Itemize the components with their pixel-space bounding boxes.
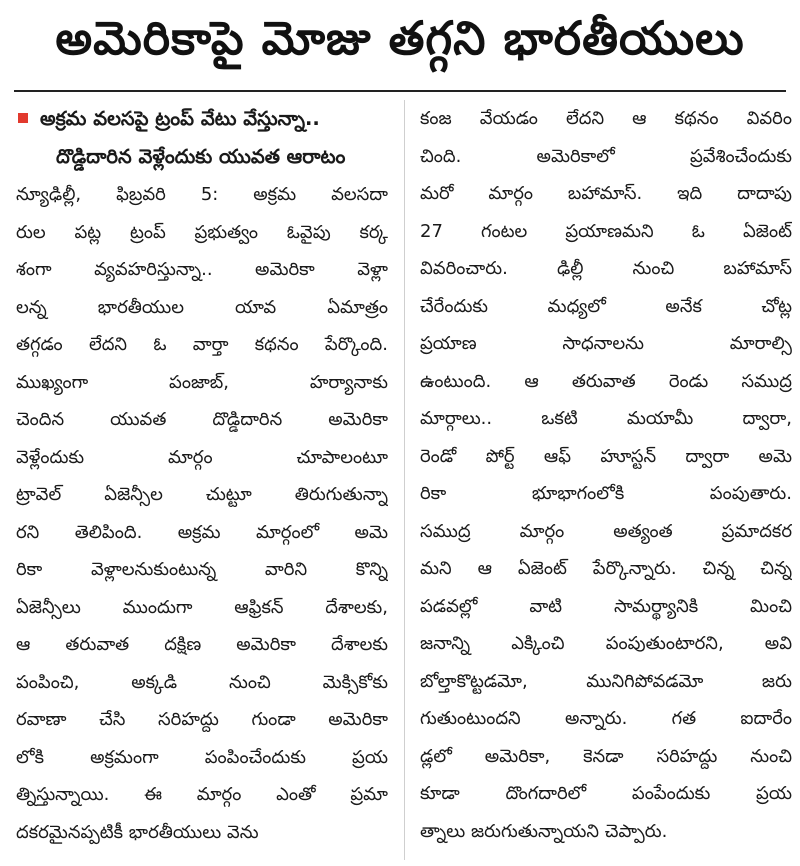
left-column-body [16, 176, 388, 851]
article-text-line: రవాణా చేసి సరిహద్దు గుండా అమెరికా [16, 709, 388, 730]
right-column-body [420, 100, 792, 850]
article-text-line: జనాన్ని ఎక్కించి పంపుతుంటారని, అవి [420, 633, 792, 654]
headline-divider [14, 90, 786, 92]
article-text-line: రికా భూభాగంలోకి పంపుతారు. [420, 483, 792, 504]
article-column-right [420, 100, 792, 860]
article-text-line: వెళ్లేందుకు మార్గం చూపాలంటూ [16, 446, 388, 468]
article-text-line: గుతుంటుందని అన్నారు. గత ఐదారేం [420, 708, 792, 729]
article-text-line: రని తెలిపింది. అక్రమ మార్గంలో అమె [16, 521, 388, 543]
article-text-line: డ్లలో అమెరికా, కెనడా సరిహద్దు నుంచి [420, 745, 792, 767]
article-text-line: పడవల్లో వాటి సామర్థ్యానికి మించి [420, 595, 792, 617]
article-text-line: వివరించారు. ఢిల్లీ నుంచి బహామాస్ [420, 258, 792, 279]
article-text-line: కూడా దొంగదారిలో పంపేందుకు ప్రయ [420, 783, 792, 804]
article-text-line: న్యూఢిల్లీ, ఫిబ్రవరి 5: అక్రమ వలసదా [16, 184, 388, 205]
article-text-line: చింది. అమెరికాలో ప్రవేశించేందుకు [420, 145, 792, 167]
red-bullet-icon [18, 113, 28, 123]
article-text-line: సముద్ర మార్గం అత్యంత ప్రమాదకర [420, 520, 792, 542]
article-text-line: దకరమైనప్పటికీ భారతీయులు వెను [16, 821, 259, 843]
article-text-line: చేరేందుకు మధ్యలో అనేక చోట్ల [420, 295, 792, 317]
article-text-line: ప్రయాణ సాధనాలను మారాల్సి [420, 333, 792, 354]
subheading-1-text: అక్రమ వలసపై ట్రంప్ వేటు వేస్తున్నా.. [40, 107, 320, 130]
article-text-line: శంగా వ్యవహరిస్తున్నా.. అమెరికా వెళ్లా [16, 259, 388, 280]
article-text-line: రికా వెళ్లాలనుకుంటున్న వారిని కొన్ని [16, 559, 388, 580]
article-text-line: రుల పట్ల ట్రంప్ ప్రభుత్వం ఓవైపు కర్క [16, 221, 388, 243]
column-divider [404, 100, 405, 860]
article-text-line: ముఖ్యంగా పంజాబ్, హర్యానాకు [16, 371, 388, 393]
article-text-line: 27 గంటల ప్రయాణమని ఓ ఏజెంట్ [420, 220, 792, 242]
article-text-line: మార్గాలు.. ఒకటి మయామీ ద్వారా, [420, 408, 792, 429]
subheading-1 [16, 100, 388, 138]
article-text-line: త్నాలు జరుగుతున్నాయని చెప్పారు. [420, 820, 668, 842]
article-text-line: రెండో పోర్ట్ ఆఫ్ హూస్టన్ ద్వారా అమె [420, 445, 792, 467]
article-text-line: లన్న భారతీయుల యావ ఏమాత్రం [16, 296, 388, 318]
article-headline: అమెరికాపై మోజు తగ్గని భారతీయులు [55, 11, 745, 65]
article-text-line: త్నిస్తున్నాయి. ఈ మార్గం ఎంతో ప్రమా [16, 784, 388, 805]
subheading-2: దొడ్డిదారిన వెళ్లేందుకు యువత ఆరాటం [56, 145, 346, 168]
article-text-line: పంపించి, అక్కడి నుంచి మెక్సికోకు [16, 671, 388, 693]
article-text-line: కంజ వేయడం లేదని ఆ కథనం వివరిం [420, 108, 792, 129]
article-text-line: ఆ తరువాత దక్షిణ అమెరికా దేశాలకు [16, 634, 388, 655]
article-text-line: ఉంటుంది. ఆ తరువాత రెండు సముద్ర [420, 370, 792, 392]
article-column-left [16, 100, 388, 860]
article-text-line: బోల్తాకొట్టడమో, మునిగిపోవడమో జరు [420, 670, 792, 692]
article-text-line: ఏజెన్సీలు ముందుగా ఆఫ్రికన్ దేశాలకు, [16, 596, 388, 618]
article-text-line: ట్రావెల్ ఏజెన్సీల చుట్టూ తిరుగుతున్నా [16, 484, 388, 505]
article-text-line: మని ఆ ఏజెంట్ పేర్కొన్నారు. చిన్న చిన్న [420, 558, 792, 579]
article-text-line: మరో మార్గం బహామాస్. ఇది దాదాపు [420, 183, 792, 204]
article-text-line: చెందిన యువత దొడ్డిదారిన అమెరికా [16, 409, 388, 430]
article-text-line: తగ్గడం లేదని ఓ వార్తా కథనం పేర్కొంది. [16, 334, 388, 355]
article-text-line: లోకి అక్రమంగా పంపించేందుకు ప్రయ [16, 746, 388, 768]
